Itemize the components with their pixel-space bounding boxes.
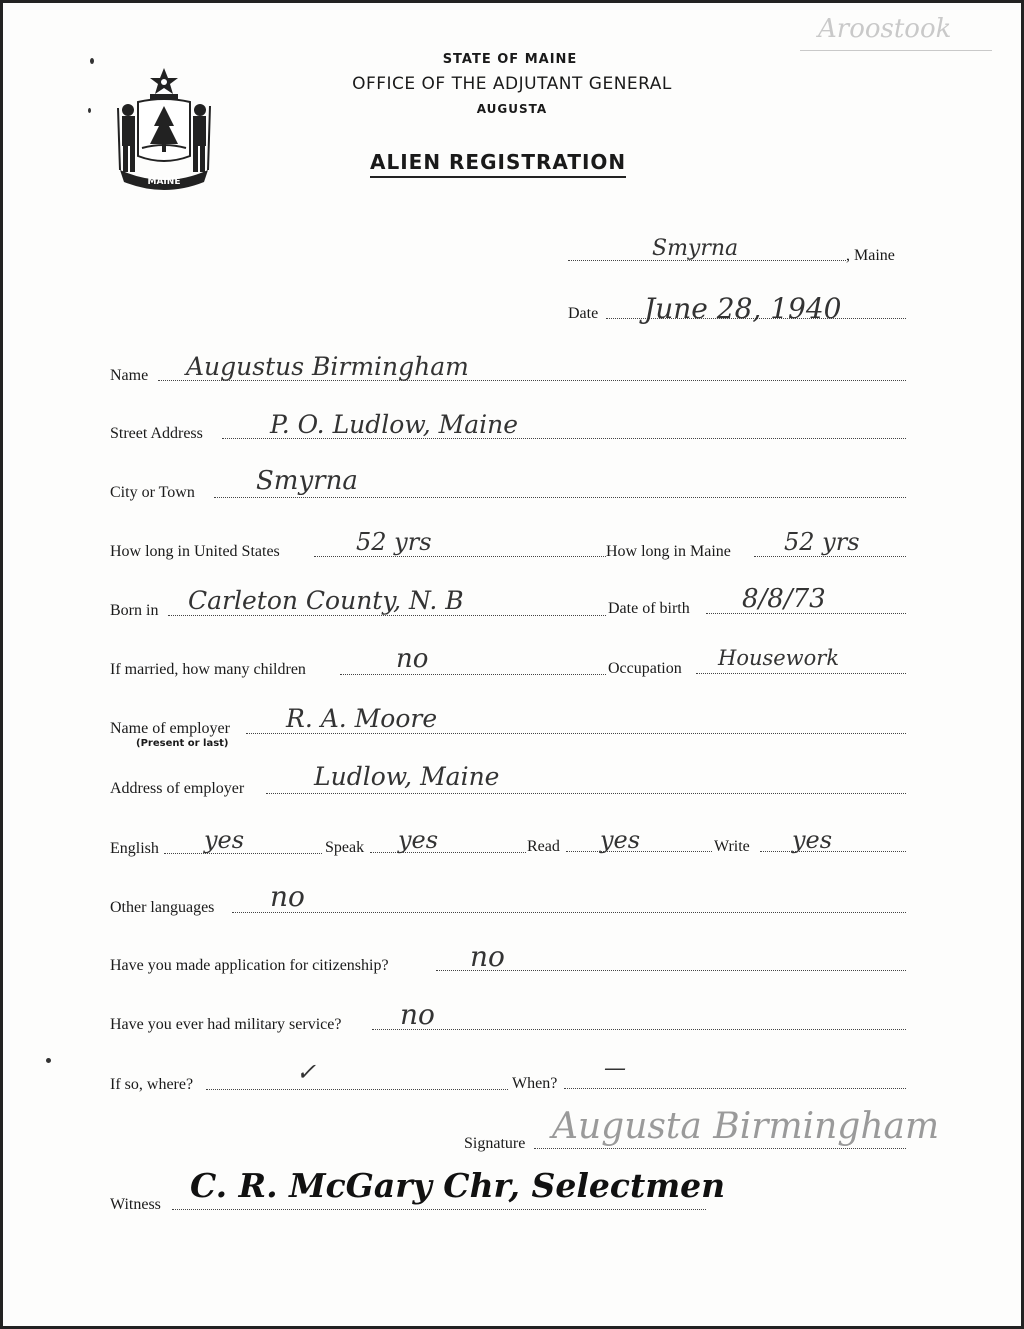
header-city: AUGUSTA [476, 102, 548, 116]
write-value: yes [792, 826, 833, 854]
town-suffix: , Maine [846, 247, 895, 264]
born-line [168, 615, 606, 616]
witness-value: C. R. McGary Chr, Selectmen [190, 1166, 726, 1205]
military-line [372, 1029, 906, 1030]
born-label: Born in [110, 602, 159, 619]
maine-line [754, 556, 906, 557]
dob-label: Date of birth [608, 600, 690, 617]
scan-speck [88, 108, 91, 113]
where-line [206, 1089, 508, 1090]
us-label: How long in United States [110, 543, 280, 560]
occupation-label: Occupation [608, 660, 682, 677]
speak-line [370, 852, 526, 853]
scan-border [0, 0, 1024, 3]
employer-value: R. A. Moore [286, 704, 438, 733]
occupation-value: Housework [718, 646, 840, 670]
when-label: When? [512, 1075, 558, 1092]
town-value: Smyrna [652, 236, 739, 261]
employer-addr-label: Address of employer [110, 780, 245, 797]
citizenship-label: Have you made application for citizenship? [110, 957, 389, 974]
children-line [340, 674, 606, 675]
city-line [214, 497, 906, 498]
corner-note-text: Aroostook [818, 14, 952, 44]
when-line [564, 1088, 906, 1089]
citizenship-value: no [470, 940, 505, 973]
speak-value: yes [398, 826, 439, 854]
us-line [314, 556, 606, 557]
maine-value: 52 yrs [784, 528, 860, 556]
children-value: no [396, 644, 429, 674]
employer-addr-value: Ludlow, Maine [314, 762, 500, 791]
when-value: — [604, 1056, 626, 1081]
read-value: yes [600, 826, 641, 854]
signature-label: Signature [464, 1135, 526, 1152]
seal-banner-text: MAINE [147, 177, 181, 187]
dob-value: 8/8/73 [742, 584, 826, 614]
citizenship-line [436, 970, 906, 971]
header-state: STATE OF MAINE [442, 52, 578, 67]
signature-value: Augusta Birmingham [552, 1106, 940, 1147]
us-value: 52 yrs [356, 528, 432, 556]
where-value: ✓ [296, 1058, 317, 1086]
witness-label: Witness [110, 1196, 161, 1213]
employer-line [246, 733, 906, 734]
signature-line [534, 1148, 906, 1149]
other-lang-label: Other languages [110, 899, 215, 916]
born-value: Carleton County, N. B [188, 586, 464, 615]
maine-label: How long in Maine [606, 543, 731, 560]
where-label: If so, where? [110, 1076, 194, 1093]
corner-note-rule [800, 50, 992, 51]
read-label: Read [527, 838, 560, 855]
english-label: English [110, 840, 159, 857]
write-line [760, 851, 906, 852]
employer-sublabel: (Present or last) [136, 738, 229, 749]
other-lang-line [232, 912, 906, 913]
employer-addr-line [266, 793, 906, 794]
write-label: Write [714, 838, 750, 855]
scan-speck [46, 1058, 51, 1063]
speak-label: Speak [325, 839, 365, 856]
corner-note [800, 14, 992, 54]
occupation-line [696, 673, 906, 674]
military-value: no [400, 998, 435, 1031]
name-value: Augustus Birmingham [186, 352, 469, 381]
date-value: June 28, 1940 [644, 292, 842, 325]
military-label: Have you ever had military service? [110, 1016, 342, 1033]
header-office: OFFICE OF THE ADJUTANT GENERAL [352, 74, 672, 94]
city-label: City or Town [110, 484, 195, 501]
street-value: P. O. Ludlow, Maine [270, 410, 519, 439]
date-label: Date [568, 305, 599, 322]
city-value: Smyrna [256, 466, 358, 496]
witness-line [172, 1209, 706, 1210]
scan-border [0, 0, 3, 1329]
other-lang-value: no [270, 880, 305, 913]
employer-label: Name of employer [110, 720, 230, 737]
street-label: Street Address [110, 425, 203, 442]
scan-speck [90, 58, 94, 64]
name-label: Name [110, 367, 149, 384]
children-label: If married, how many children [110, 661, 306, 678]
english-value: yes [204, 826, 245, 854]
page-title: ALIEN REGISTRATION [370, 150, 626, 178]
